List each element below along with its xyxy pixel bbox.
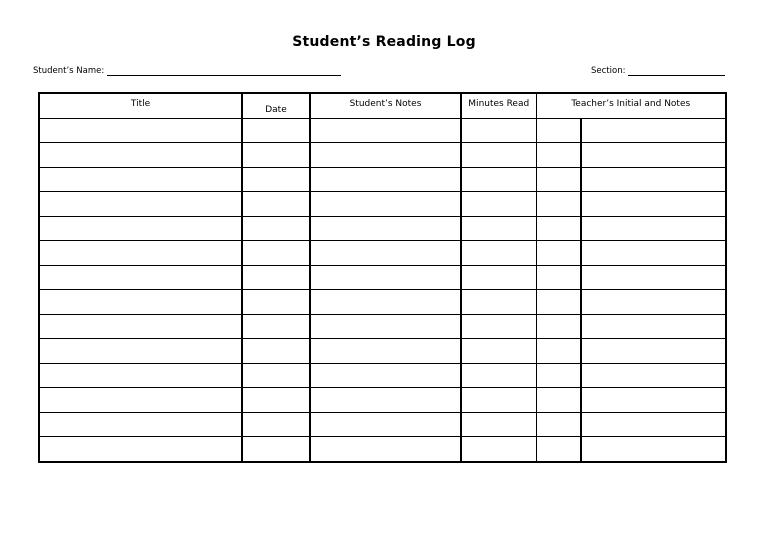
- cell-minutes[interactable]: [461, 118, 536, 143]
- cell-teacher-notes[interactable]: [581, 290, 726, 315]
- cell-notes[interactable]: [310, 241, 461, 266]
- reading-log-table: [38, 92, 727, 463]
- cell-teacher-notes[interactable]: [581, 143, 726, 168]
- student-name-field: [33, 66, 341, 76]
- cell-teacher-initial[interactable]: [536, 314, 581, 339]
- cell-teacher-initial[interactable]: [536, 339, 581, 364]
- cell-date[interactable]: [242, 290, 310, 315]
- cell-teacher-initial[interactable]: [536, 388, 581, 413]
- cell-notes[interactable]: [310, 192, 461, 217]
- table-row: [39, 143, 726, 168]
- cell-minutes[interactable]: [461, 216, 536, 241]
- cell-teacher-notes[interactable]: [581, 437, 726, 462]
- cell-notes[interactable]: [310, 388, 461, 413]
- cell-teacher-notes[interactable]: [581, 363, 726, 388]
- cell-teacher-notes[interactable]: [581, 118, 726, 143]
- cell-notes[interactable]: [310, 265, 461, 290]
- cell-notes[interactable]: [310, 167, 461, 192]
- cell-title[interactable]: [39, 118, 242, 143]
- cell-teacher-notes[interactable]: [581, 339, 726, 364]
- cell-title[interactable]: [39, 388, 242, 413]
- column-header-title: Title: [39, 93, 242, 118]
- cell-title[interactable]: [39, 290, 242, 315]
- cell-date[interactable]: [242, 216, 310, 241]
- cell-teacher-initial[interactable]: [536, 241, 581, 266]
- cell-minutes[interactable]: [461, 388, 536, 413]
- cell-date[interactable]: [242, 314, 310, 339]
- page-title: Student’s Reading Log: [292, 34, 476, 50]
- student-name-label: Student’s Name:: [33, 66, 105, 76]
- cell-minutes[interactable]: [461, 167, 536, 192]
- column-header-notes: Student’s Notes: [310, 93, 461, 118]
- cell-title[interactable]: [39, 412, 242, 437]
- cell-title[interactable]: [39, 167, 242, 192]
- cell-teacher-notes[interactable]: [581, 216, 726, 241]
- section-label: Section:: [591, 66, 626, 76]
- cell-title[interactable]: [39, 314, 242, 339]
- cell-minutes[interactable]: [461, 412, 536, 437]
- cell-notes[interactable]: [310, 216, 461, 241]
- cell-teacher-initial[interactable]: [536, 216, 581, 241]
- cell-date[interactable]: [242, 412, 310, 437]
- cell-teacher-initial[interactable]: [536, 167, 581, 192]
- cell-teacher-initial[interactable]: [536, 412, 581, 437]
- cell-teacher-initial[interactable]: [536, 265, 581, 290]
- cell-notes[interactable]: [310, 290, 461, 315]
- cell-title[interactable]: [39, 192, 242, 217]
- cell-date[interactable]: [242, 388, 310, 413]
- cell-notes[interactable]: [310, 363, 461, 388]
- cell-teacher-initial[interactable]: [536, 118, 581, 143]
- cell-teacher-notes[interactable]: [581, 314, 726, 339]
- table-row: [39, 167, 726, 192]
- table-row: [39, 216, 726, 241]
- cell-date[interactable]: [242, 265, 310, 290]
- table-row: [39, 437, 726, 462]
- cell-minutes[interactable]: [461, 241, 536, 266]
- cell-teacher-notes[interactable]: [581, 412, 726, 437]
- column-header-teacher: Teacher’s Initial and Notes: [536, 93, 726, 118]
- table-body: [39, 118, 726, 462]
- cell-minutes[interactable]: [461, 192, 536, 217]
- student-name-line[interactable]: [107, 66, 341, 76]
- cell-teacher-initial[interactable]: [536, 363, 581, 388]
- cell-minutes[interactable]: [461, 339, 536, 364]
- cell-teacher-notes[interactable]: [581, 241, 726, 266]
- cell-date[interactable]: [242, 437, 310, 462]
- cell-teacher-initial[interactable]: [536, 192, 581, 217]
- cell-date[interactable]: [242, 118, 310, 143]
- cell-title[interactable]: [39, 363, 242, 388]
- cell-notes[interactable]: [310, 143, 461, 168]
- cell-date[interactable]: [242, 241, 310, 266]
- cell-teacher-notes[interactable]: [581, 388, 726, 413]
- header-row: [39, 93, 726, 118]
- cell-teacher-initial[interactable]: [536, 437, 581, 462]
- cell-minutes[interactable]: [461, 143, 536, 168]
- cell-teacher-initial[interactable]: [536, 290, 581, 315]
- table-row: [39, 241, 726, 266]
- table-row: [39, 412, 726, 437]
- cell-title[interactable]: [39, 216, 242, 241]
- table-row: [39, 265, 726, 290]
- cell-notes[interactable]: [310, 339, 461, 364]
- section-line[interactable]: [628, 66, 725, 76]
- cell-title[interactable]: [39, 143, 242, 168]
- cell-minutes[interactable]: [461, 437, 536, 462]
- cell-teacher-notes[interactable]: [581, 265, 726, 290]
- cell-notes[interactable]: [310, 437, 461, 462]
- cell-date[interactable]: [242, 192, 310, 217]
- table-row: [39, 314, 726, 339]
- cell-minutes[interactable]: [461, 290, 536, 315]
- table-row: [39, 339, 726, 364]
- table-row: [39, 192, 726, 217]
- cell-date[interactable]: [242, 363, 310, 388]
- cell-minutes[interactable]: [461, 363, 536, 388]
- table-row: [39, 118, 726, 143]
- cell-notes[interactable]: [310, 314, 461, 339]
- table-row: [39, 290, 726, 315]
- section-field: [591, 66, 725, 76]
- table-row: [39, 388, 726, 413]
- cell-title[interactable]: [39, 437, 242, 462]
- cell-title[interactable]: [39, 339, 242, 364]
- cell-title[interactable]: [39, 265, 242, 290]
- cell-teacher-notes[interactable]: [581, 192, 726, 217]
- cell-notes[interactable]: [310, 118, 461, 143]
- cell-date[interactable]: [242, 167, 310, 192]
- cell-notes[interactable]: [310, 412, 461, 437]
- cell-title[interactable]: [39, 241, 242, 266]
- column-header-date: Date: [242, 93, 310, 118]
- column-header-minutes: Minutes Read: [461, 93, 536, 118]
- cell-date[interactable]: [242, 339, 310, 364]
- cell-minutes[interactable]: [461, 265, 536, 290]
- cell-teacher-initial[interactable]: [536, 143, 581, 168]
- cell-teacher-notes[interactable]: [581, 167, 726, 192]
- cell-date[interactable]: [242, 143, 310, 168]
- table-row: [39, 363, 726, 388]
- cell-minutes[interactable]: [461, 314, 536, 339]
